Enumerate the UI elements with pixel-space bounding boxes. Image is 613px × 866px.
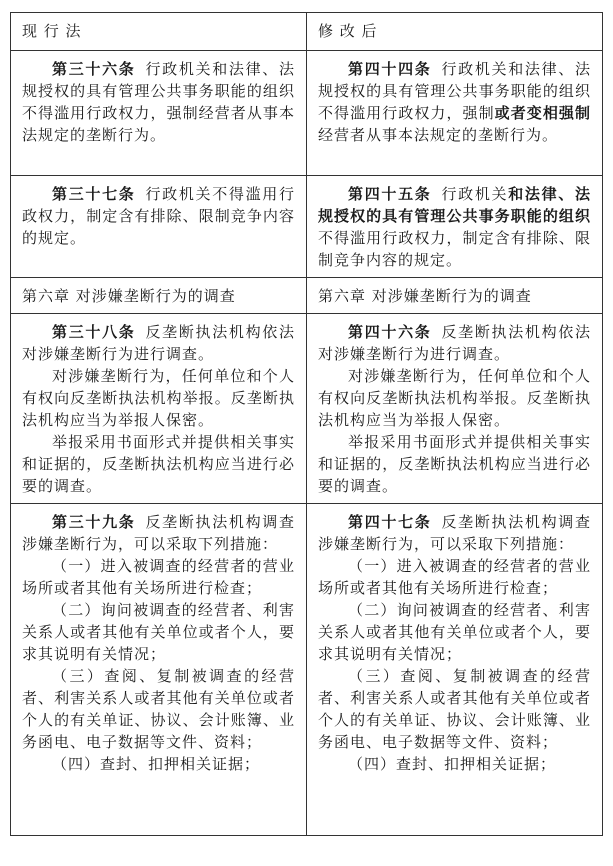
article-paragraph: 举报采用书面形式并提供相关事实和证据的，反垄断执法机构应当进行必要的调查。 [318,433,591,495]
measure-item: （一）进入被调查的经营者的营业场所或者其他有关场所进行检查； [318,557,591,597]
amendment-highlight: 和法律、法规授权的具有管理公共事务职能的组织 [318,185,591,225]
measure-item: （三）查阅、复制被调查的经营者、利害关系人或者其他有关单位或者个人的有关单证、协议、会计账簿、业务函电、电子数据等文件、资料； [318,667,591,751]
article-text: 行政机关不得滥用行政权力，制定含有排除、限制竞争内容的规定。 [22,185,295,247]
current-article-39 [11,504,307,836]
amended-article-45 [307,176,603,278]
article-paragraph: 举报采用书面形式并提供相关事实和证据的，反垄断执法机构应当进行必要的调查。 [22,433,295,495]
measure-item: （一）进入被调查的经营者的营业场所或者其他有关场所进行检查； [22,557,295,597]
current-article-36 [11,51,307,176]
measure-item: （二）询问被调查的经营者、利害关系人或者其他有关单位或者个人，要求其说明有关情况； [318,601,591,663]
article-paragraph: 对涉嫌垄断行为，任何单位和个人有权向反垄断执法机构举报。反垄断执法机构应当为举报人保密。 [318,367,591,429]
header-current-law: 现 行 法 [11,13,307,51]
article-text: 反垄断执法机构调查涉嫌垄断行为，可以采取下列措施： [22,513,295,553]
table-row [11,176,603,278]
amended-article-47 [307,504,603,836]
article-text: 行政机关 [441,185,509,203]
amendment-highlight: 或者变相强制 [494,104,591,122]
amended-article-46 [307,314,603,504]
amended-article-44 [307,51,603,176]
article-number: 第四十四条 [348,60,432,78]
table-row [11,504,603,836]
header-amended: 修 改 后 [307,13,603,51]
article-paragraph: 对涉嫌垄断行为，任何单位和个人有权向反垄断执法机构举报。反垄断执法机构应当为举报人保密。 [22,367,295,429]
article-text: 行政机关和法律、法规授权的具有管理公共事务职能的组织不得滥用行政权力，强制 [318,60,591,122]
article-number: 第三十九条 [52,513,136,531]
table-row [11,51,603,176]
measure-item: （四）查封、扣押相关证据； [348,755,557,773]
header-row [11,13,603,51]
article-text: 经营者从事本法规定的垄断行为。 [318,126,559,144]
article-text: 反垄断执法机构调查涉嫌垄断行为，可以采取下列措施： [318,513,591,553]
article-number: 第三十六条 [52,60,136,78]
chapter-row [11,278,603,314]
article-number: 第三十八条 [52,323,136,341]
chapter-heading-current: 第六章 对涉嫌垄断行为的调查 [11,278,307,314]
measure-item: （四）查封、扣押相关证据； [52,755,261,773]
article-number: 第四十六条 [348,323,432,341]
article-text: 行政机关和法律、法规授权的具有管理公共事务职能的组织不得滥用行政权力，强制经营者从事本法规定的垄断行为。 [22,60,295,144]
article-text: 不得滥用行政权力，制定含有排除、限制竞争内容的规定。 [318,229,591,269]
article-number: 第三十七条 [52,185,136,203]
measure-item: （三）查阅、复制被调查的经营者、利害关系人或者其他有关单位或者个人的有关单证、协议、会计账簿、业务函电、电子数据等文件、资料； [22,667,295,751]
current-article-37 [11,176,307,278]
current-article-38 [11,314,307,504]
table-row [11,314,603,504]
article-number: 第四十七条 [348,513,432,531]
chapter-heading-amended: 第六章 对涉嫌垄断行为的调查 [307,278,603,314]
article-number: 第四十五条 [348,185,432,203]
law-comparison-table [10,12,603,836]
measure-item: （二）询问被调查的经营者、利害关系人或者其他有关单位或者个人，要求其说明有关情况； [22,601,295,663]
article-text: 反垄断执法机构依法对涉嫌垄断行为进行调查。 [318,323,591,363]
article-text: 反垄断执法机构依法对涉嫌垄断行为进行调查。 [22,323,295,363]
